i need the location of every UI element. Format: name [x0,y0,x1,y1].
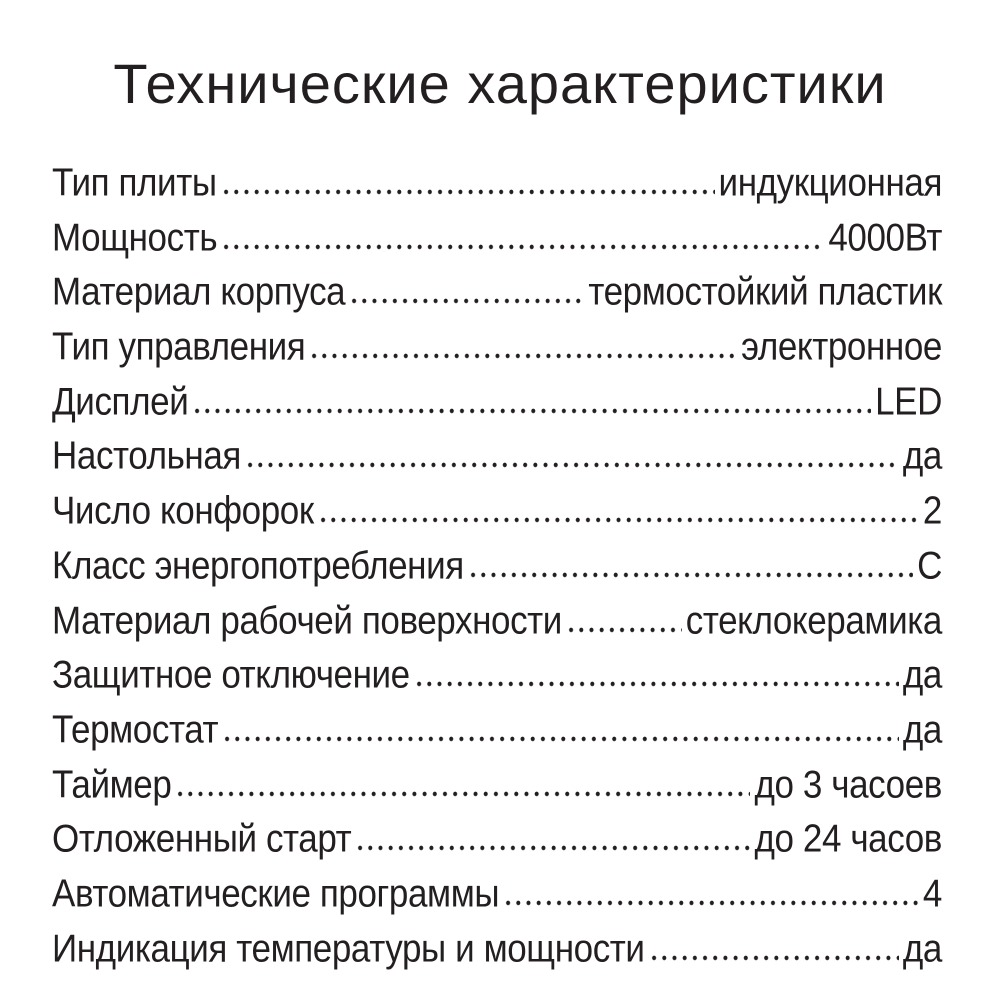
dot-leader [318,517,919,524]
dot-leader [221,189,715,196]
dot-leader [503,899,919,906]
dot-leader [649,954,899,961]
dot-leader [245,462,899,469]
spec-list [52,156,942,976]
spec-value: LED [875,379,942,423]
spec-value: электронное [741,324,942,369]
spec-label: Индикация температуры и мощности [52,926,645,970]
dot-leader [221,243,824,250]
spec-label: Защитное отключение [52,652,410,697]
spec-row [52,700,942,761]
spec-row [52,918,942,979]
spec-label: Материал рабочей поверхности [52,598,562,642]
spec-row [52,645,942,706]
spec-row [52,536,942,597]
spec-label: Материал корпуса [52,269,346,314]
spec-value: да [902,652,942,697]
dot-leader [309,353,737,360]
spec-label: Тип управления [52,324,306,369]
dot-leader [222,735,899,742]
spec-label: Тип плиты [52,160,217,205]
spec-value: да [902,707,942,752]
spec-row [52,590,942,651]
spec-label: Класс энергопотребления [52,543,464,588]
spec-label: Отложенный старт [52,816,352,861]
spec-label: Настольная [52,433,241,478]
spec-row [52,864,942,925]
spec-label: Число конфорок [52,488,314,533]
page-title: Технические характеристики [113,52,887,115]
dot-leader [566,626,682,633]
spec-label: Термостат [52,707,219,752]
spec-value: 4000Вт [828,215,942,259]
spec-value: до 24 часов [754,816,942,861]
spec-label: Автоматические программы [52,871,500,916]
spec-value: C [917,543,942,588]
spec-value: да [902,433,942,478]
spec-label: Мощность [52,215,218,259]
spec-label: Таймер [52,762,172,806]
spec-value: термостойкий пластик [588,269,942,314]
spec-row [52,371,942,432]
spec-row [52,207,942,268]
spec-row [52,481,942,542]
spec-value: индукционная [718,160,942,205]
spec-value: 4 [922,871,942,916]
spec-row [52,809,942,870]
spec-row [52,317,942,378]
spec-row [52,754,942,815]
spec-row [52,153,942,214]
spec-label: Дисплей [52,379,189,423]
spec-value: да [902,926,942,970]
dot-leader [349,298,584,305]
dot-leader [414,681,899,688]
spec-value: до 3 часоев [754,762,942,806]
spec-row [52,426,942,487]
spec-value: 2 [922,488,942,533]
dot-leader [192,407,871,414]
dot-leader [175,790,750,797]
dot-leader [355,845,750,852]
dot-leader [468,571,913,578]
spec-value: стеклокерамика [685,598,942,642]
spec-row [52,262,942,323]
